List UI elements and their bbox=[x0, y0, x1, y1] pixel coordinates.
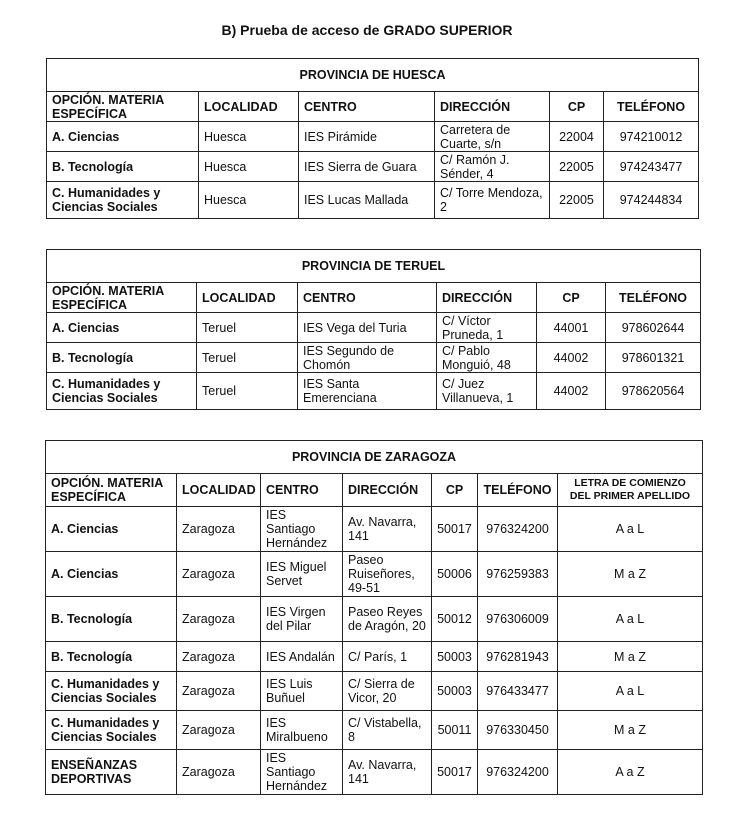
direccion-cell: Paseo Ruiseñores, 49-51 bbox=[343, 552, 432, 597]
cp-cell: 50017 bbox=[432, 750, 478, 795]
table-row bbox=[47, 182, 699, 219]
col-header-cp: CP bbox=[550, 92, 604, 122]
table-row bbox=[47, 152, 699, 182]
direccion-cell: C/ Juez Villanueva, 1 bbox=[437, 373, 537, 410]
localidad-cell: Zaragoza bbox=[177, 642, 261, 672]
cp-cell: 50017 bbox=[432, 507, 478, 552]
localidad-cell: Zaragoza bbox=[177, 711, 261, 750]
col-header-opcion: OPCIÓN. MATERIA ESPECÍFICA bbox=[46, 474, 177, 507]
col-header-cp: CP bbox=[432, 474, 478, 507]
localidad-cell: Zaragoza bbox=[177, 597, 261, 642]
table-row bbox=[47, 373, 701, 410]
col-header-cp: CP bbox=[537, 283, 606, 313]
telefono-cell: 976281943 bbox=[478, 642, 558, 672]
telefono-cell: 974210012 bbox=[604, 122, 699, 152]
opcion-cell: C. Humanidades y Ciencias Sociales bbox=[47, 182, 199, 219]
centro-cell: IES Luis Buñuel bbox=[261, 672, 343, 711]
cp-cell: 22004 bbox=[550, 122, 604, 152]
teruel-table bbox=[46, 249, 701, 410]
col-header-telefono: TELÉFONO bbox=[604, 92, 699, 122]
cp-cell: 50006 bbox=[432, 552, 478, 597]
centro-cell: IES Andalán bbox=[261, 642, 343, 672]
opcion-cell: A. Ciencias bbox=[47, 122, 199, 152]
direccion-cell: C/ Pablo Monguió, 48 bbox=[437, 343, 537, 373]
centro-cell: IES Santiago Hernández bbox=[261, 750, 343, 795]
opcion-cell: A. Ciencias bbox=[46, 552, 177, 597]
telefono-cell: 978602644 bbox=[606, 313, 701, 343]
page-title: B) Prueba de acceso de GRADO SUPERIOR bbox=[221, 22, 513, 38]
centro-cell: IES Vega del Turia bbox=[298, 313, 437, 343]
centro-cell: IES Lucas Mallada bbox=[299, 182, 435, 219]
opcion-cell: C. Humanidades y Ciencias Sociales bbox=[46, 672, 177, 711]
letra-cell: A a L bbox=[558, 507, 703, 552]
telefono-cell: 978601321 bbox=[606, 343, 701, 373]
col-header-localidad: LOCALIDAD bbox=[199, 92, 299, 122]
letra-cell: M a Z bbox=[558, 552, 703, 597]
col-header-direccion: DIRECCIÓN bbox=[437, 283, 537, 313]
col-header-direccion: DIRECCIÓN bbox=[435, 92, 550, 122]
direccion-cell: Paseo Reyes de Aragón, 20 bbox=[343, 597, 432, 642]
centro-cell: IES Segundo de Chomón bbox=[298, 343, 437, 373]
opcion-cell: B. Tecnología bbox=[47, 343, 197, 373]
table-row bbox=[46, 672, 703, 711]
telefono-cell: 976330450 bbox=[478, 711, 558, 750]
localidad-cell: Teruel bbox=[197, 343, 298, 373]
col-header-centro: CENTRO bbox=[261, 474, 343, 507]
direccion-cell: C/ Ramón J. Sénder, 4 bbox=[435, 152, 550, 182]
localidad-cell: Huesca bbox=[199, 152, 299, 182]
table-row bbox=[46, 642, 703, 672]
cp-cell: 44001 bbox=[537, 313, 606, 343]
col-header-letra: LETRA DE COMIENZO DEL PRIMER APELLIDO bbox=[558, 474, 703, 507]
province-title-huesca: PROVINCIA DE HUESCA bbox=[47, 59, 699, 92]
table-row bbox=[47, 343, 701, 373]
col-header-telefono: TELÉFONO bbox=[606, 283, 701, 313]
table-row bbox=[46, 711, 703, 750]
col-header-opcion: OPCIÓN. MATERIA ESPECÍFICA bbox=[47, 283, 197, 313]
direccion-cell: Av. Navarra, 141 bbox=[343, 507, 432, 552]
cp-cell: 44002 bbox=[537, 373, 606, 410]
localidad-cell: Huesca bbox=[199, 122, 299, 152]
centro-cell: IES Virgen del Pilar bbox=[261, 597, 343, 642]
cp-cell: 44002 bbox=[537, 343, 606, 373]
telefono-cell: 976324200 bbox=[478, 750, 558, 795]
telefono-cell: 976433477 bbox=[478, 672, 558, 711]
zaragoza-table bbox=[45, 440, 703, 795]
centro-cell: IES Miguel Servet bbox=[261, 552, 343, 597]
centro-cell: IES Santa Emerenciana bbox=[298, 373, 437, 410]
direccion-cell: Av. Navarra, 141 bbox=[343, 750, 432, 795]
cp-cell: 50003 bbox=[432, 672, 478, 711]
opcion-cell: A. Ciencias bbox=[47, 313, 197, 343]
table-row bbox=[46, 597, 703, 642]
opcion-cell: B. Tecnología bbox=[46, 642, 177, 672]
telefono-cell: 974244834 bbox=[604, 182, 699, 219]
opcion-cell: B. Tecnología bbox=[46, 597, 177, 642]
province-title-zaragoza: PROVINCIA DE ZARAGOZA bbox=[46, 441, 703, 474]
telefono-cell: 976259383 bbox=[478, 552, 558, 597]
telefono-cell: 978620564 bbox=[606, 373, 701, 410]
table-row bbox=[46, 750, 703, 795]
direccion-cell: Carretera de Cuarte, s/n bbox=[435, 122, 550, 152]
province-title-teruel: PROVINCIA DE TERUEL bbox=[47, 250, 701, 283]
col-header-direccion: DIRECCIÓN bbox=[343, 474, 432, 507]
opcion-cell: C. Humanidades y Ciencias Sociales bbox=[47, 373, 197, 410]
direccion-cell: C/ París, 1 bbox=[343, 642, 432, 672]
centro-cell: IES Pirámide bbox=[299, 122, 435, 152]
localidad-cell: Teruel bbox=[197, 313, 298, 343]
cp-cell: 22005 bbox=[550, 182, 604, 219]
table-row bbox=[47, 122, 699, 152]
opcion-cell: C. Humanidades y Ciencias Sociales bbox=[46, 711, 177, 750]
cp-cell: 50003 bbox=[432, 642, 478, 672]
col-header-centro: CENTRO bbox=[299, 92, 435, 122]
col-header-opcion: OPCIÓN. MATERIA ESPECÍFICA bbox=[47, 92, 199, 122]
localidad-cell: Zaragoza bbox=[177, 750, 261, 795]
localidad-cell: Teruel bbox=[197, 373, 298, 410]
localidad-cell: Zaragoza bbox=[177, 672, 261, 711]
direccion-cell: C/ Víctor Pruneda, 1 bbox=[437, 313, 537, 343]
letra-cell: A a Z bbox=[558, 750, 703, 795]
opcion-cell: ENSEÑANZAS DEPORTIVAS bbox=[46, 750, 177, 795]
letra-cell: A a L bbox=[558, 597, 703, 642]
localidad-cell: Zaragoza bbox=[177, 507, 261, 552]
direccion-cell: C/ Vistabella, 8 bbox=[343, 711, 432, 750]
localidad-cell: Zaragoza bbox=[177, 552, 261, 597]
col-header-localidad: LOCALIDAD bbox=[197, 283, 298, 313]
localidad-cell: Huesca bbox=[199, 182, 299, 219]
table-row bbox=[47, 313, 701, 343]
telefono-cell: 976324200 bbox=[478, 507, 558, 552]
cp-cell: 50011 bbox=[432, 711, 478, 750]
table-row bbox=[46, 507, 703, 552]
cp-cell: 50012 bbox=[432, 597, 478, 642]
opcion-cell: B. Tecnología bbox=[47, 152, 199, 182]
col-header-localidad: LOCALIDAD bbox=[177, 474, 261, 507]
letra-cell: M a Z bbox=[558, 711, 703, 750]
centro-cell: IES Sierra de Guara bbox=[299, 152, 435, 182]
centro-cell: IES Santiago Hernández bbox=[261, 507, 343, 552]
col-header-centro: CENTRO bbox=[298, 283, 437, 313]
telefono-cell: 974243477 bbox=[604, 152, 699, 182]
opcion-cell: A. Ciencias bbox=[46, 507, 177, 552]
centro-cell: IES Miralbueno bbox=[261, 711, 343, 750]
letra-cell: M a Z bbox=[558, 642, 703, 672]
direccion-cell: C/ Sierra de Vicor, 20 bbox=[343, 672, 432, 711]
letra-cell: A a L bbox=[558, 672, 703, 711]
cp-cell: 22005 bbox=[550, 152, 604, 182]
direccion-cell: C/ Torre Mendoza, 2 bbox=[435, 182, 550, 219]
table-row bbox=[46, 552, 703, 597]
huesca-table bbox=[46, 58, 699, 219]
col-header-telefono: TELÉFONO bbox=[478, 474, 558, 507]
telefono-cell: 976306009 bbox=[478, 597, 558, 642]
